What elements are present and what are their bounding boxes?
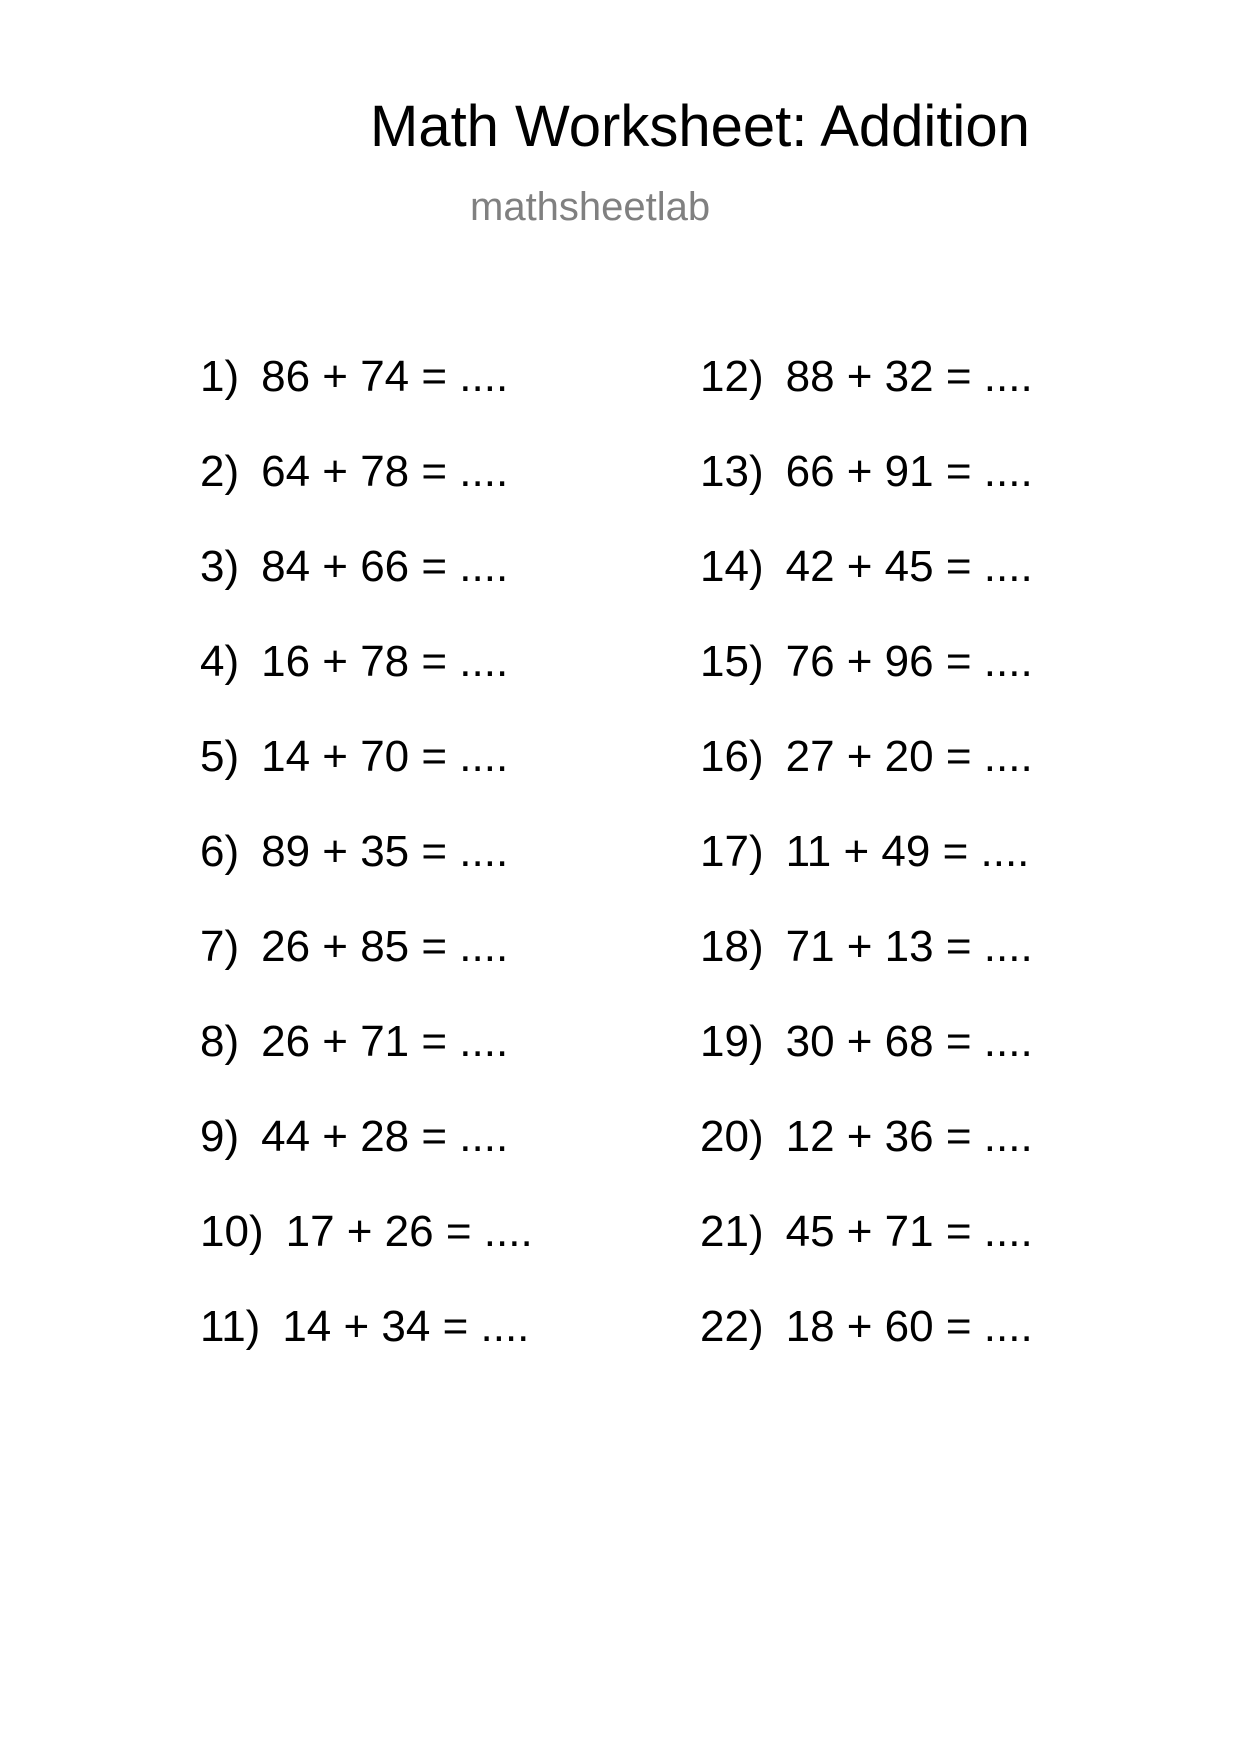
- problem-number: 8): [200, 1017, 240, 1066]
- problem-expression: 16 + 78 = ....: [261, 637, 509, 686]
- problem-item: [200, 1302, 533, 1400]
- problem-number: 5): [200, 732, 240, 781]
- problem-item: [700, 1302, 1033, 1400]
- problem-item: [700, 827, 1033, 925]
- problem-item: [700, 1112, 1033, 1210]
- problem-expression: 76 + 96 = ....: [785, 637, 1033, 686]
- problem-item: [200, 352, 533, 450]
- problem-expression: 17 + 26 = ....: [285, 1207, 533, 1256]
- problem-expression: 26 + 71 = ....: [261, 1017, 509, 1066]
- problem-column-right: [700, 352, 1033, 1400]
- problem-number: 15): [700, 637, 764, 686]
- problem-number: 3): [200, 542, 240, 591]
- problem-item: [200, 447, 533, 545]
- problem-expression: 18 + 60 = ....: [785, 1302, 1033, 1351]
- problem-number: 1): [200, 352, 240, 401]
- problem-item: [700, 1017, 1033, 1115]
- problem-number: 22): [700, 1302, 764, 1351]
- problem-item: [700, 1207, 1033, 1305]
- page-title: Math Worksheet: Addition: [370, 94, 1030, 159]
- problem-item: [200, 1112, 533, 1210]
- problem-number: 11): [200, 1302, 261, 1351]
- problem-expression: 26 + 85 = ....: [261, 922, 509, 971]
- problem-item: [700, 732, 1033, 830]
- problem-expression: 86 + 74 = ....: [261, 352, 509, 401]
- problem-number: 13): [700, 447, 764, 496]
- worksheet-subtitle: mathsheetlab: [470, 185, 711, 229]
- problem-expression: 42 + 45 = ....: [785, 542, 1033, 591]
- problem-expression: 30 + 68 = ....: [785, 1017, 1033, 1066]
- problem-number: 2): [200, 447, 240, 496]
- problem-expression: 84 + 66 = ....: [261, 542, 509, 591]
- problem-item: [200, 1017, 533, 1115]
- problem-number: 21): [700, 1207, 764, 1256]
- problem-item: [200, 542, 533, 640]
- problem-number: 7): [200, 922, 240, 971]
- problem-item: [700, 352, 1033, 450]
- problem-column-left: [200, 352, 533, 1400]
- problem-item: [700, 637, 1033, 735]
- problem-expression: 64 + 78 = ....: [261, 447, 509, 496]
- problem-item: [700, 542, 1033, 640]
- problem-item: [700, 447, 1033, 545]
- problem-expression: 12 + 36 = ....: [785, 1112, 1033, 1161]
- problem-number: 9): [200, 1112, 240, 1161]
- problem-expression: 71 + 13 = ....: [785, 922, 1033, 971]
- problem-number: 10): [200, 1207, 264, 1256]
- problem-expression: 27 + 20 = ....: [785, 732, 1033, 781]
- problem-number: 17): [700, 827, 764, 876]
- problem-number: 19): [700, 1017, 764, 1066]
- problem-expression: 89 + 35 = ....: [261, 827, 509, 876]
- problem-number: 6): [200, 827, 240, 876]
- problem-item: [200, 1207, 533, 1305]
- problem-expression: 11 + 49 = ....: [785, 827, 1030, 876]
- problem-item: [200, 732, 533, 830]
- problem-expression: 14 + 34 = ....: [282, 1302, 530, 1351]
- problem-item: [200, 827, 533, 925]
- problem-item: [200, 922, 533, 1020]
- problem-number: 16): [700, 732, 764, 781]
- problem-item: [200, 637, 533, 735]
- problem-expression: 14 + 70 = ....: [261, 732, 509, 781]
- problem-number: 4): [200, 637, 240, 686]
- problem-number: 14): [700, 542, 764, 591]
- problem-expression: 66 + 91 = ....: [785, 447, 1033, 496]
- problem-item: [700, 922, 1033, 1020]
- problem-number: 12): [700, 352, 764, 401]
- problem-expression: 88 + 32 = ....: [785, 352, 1033, 401]
- problem-expression: 44 + 28 = ....: [261, 1112, 509, 1161]
- problem-expression: 45 + 71 = ....: [785, 1207, 1033, 1256]
- problem-number: 20): [700, 1112, 764, 1161]
- problem-number: 18): [700, 922, 764, 971]
